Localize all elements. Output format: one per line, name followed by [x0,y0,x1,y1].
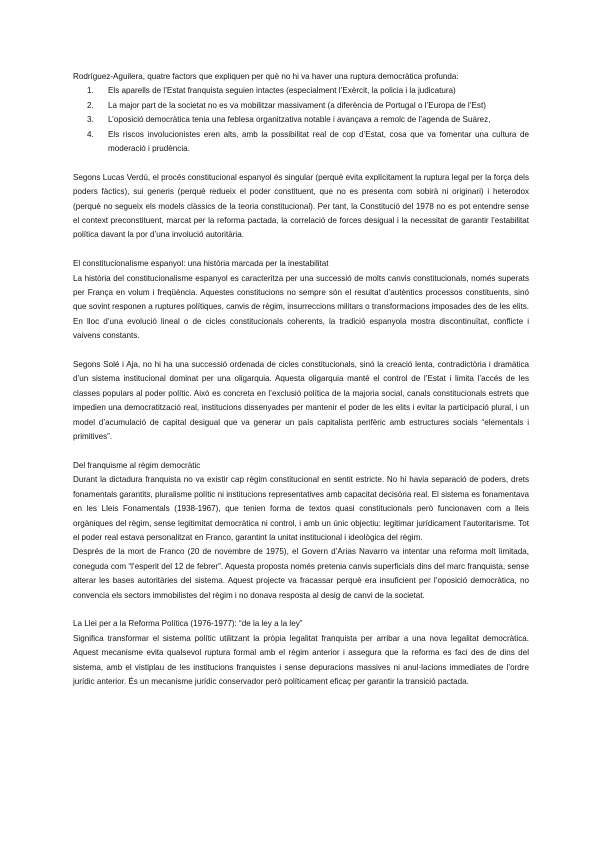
spacer [73,445,529,459]
spacer [73,156,529,170]
sole-aja-paragraph: Segons Solé i Aja, no hi ha una successió ordenada de cicles constitucionals, sinó la creació lenta, contradictòria i dramàtica d’un sistema institucional dominat per una oligarquia. Aquesta oligarquia manté el control de l’Estat i limita l’accés de les classes populars al poder polític. Això es concreta en l’exclusió política de la majoria social, canals constitucionals estrets que impedien una democratització real, institucions dissenyades per mantenir el poder de les elits i evitar la participació plural, i un model d’acumulació de capital desigual que va generar un país capitalista perifèric amb estructures socials “elementals i primitives”. [73,360,529,442]
factors-list [73,84,529,156]
spacer [73,243,529,257]
list-item [73,113,529,127]
llei-reforma-paragraph: Significa transformar el sistema polític utilitzant la pròpia legalitat franquista per arribar a una nova legalitat democràtica. Aquest mecanisme evita qualsevol ruptura formal amb el règim anterior i assegura que la reforma es faci des de dins del sistema, amb el vistiplau de les institucions franquistes i sense depuracions massives ni anul·lacions immediates de l’ordre jurídic anterior. És un mecanisme jurídic conservador però políticament eficaç per garantir la transició pactada. [73,633,529,686]
list-item-text: La major part de la societat no es va mobilitzar massivament (a diferència de Portugal o l’Europa de l’Est) [108,100,486,110]
document-page [73,70,529,689]
list-item-text: Els aparells de l’Estat franquista seguien intactes (especialment l’Exèrcit, la policia i la judicatura) [108,86,456,96]
list-number: 3. [87,115,94,125]
constitucionalisme-paragraph: La història del constitucionalisme espanyol es caracteritza per una successió de molts canvis constitucionals, només superats per França en volum i freqüència. Aquestes constitucions no sempre són el resultat d’autèntics processos constituents, sinó que sovint responen a ruptures polítiques, canvis de règim, insurreccions militars o transformacions imposades des de les elits. En lloc d’una evolució lineal o de cicles constitucionals coherents, la tradició espanyola mostra discontinuïtat, conflicte i vaivens constants. [73,273,529,341]
list-item [73,84,529,98]
section-heading-franquisme: Del franquisme al règim democràtic [73,460,201,470]
list-item [73,99,529,113]
list-item-text: Els riscos involucionistes eren alts, amb la possibilitat real de cop d’Estat, cosa que va fomentar una cultura de moderació i prudència. [108,129,529,154]
spacer [73,344,529,358]
franquisme-paragraph-2: Després de la mort de Franco (20 de novembre de 1975), el Govern d’Arias Navarro va intentar una reforma molt limitada, coneguda com “l’esperit del 12 de febrer”. Aquesta proposta només pretenia canvis superficials dins del marc franquista, sense alterar les bases autoritàries del sistema. Aquest projecte va fracassar perquè era insuficient per l’oposició democràtica, no convencia els sectors immobilistes del règim i no donava resposta al desig de canvi de la societat. [73,547,529,600]
section-heading-constitucionalisme: El constitucionalisme espanyol: una història marcada per la inestabilitat [73,259,329,269]
franquisme-paragraph-1: Durant la dictadura franquista no va existir cap règim constitucional en sentit estricte. No hi havia separació de poders, drets fonamentals garantits, pluralisme polític ni institucions representatives amb capacitat decisòria real. El sistema es fonamentava en les Lleis Fonamentals (1938-1967), que tenien forma de textos quasi constitucionals però funcionaven com a lleis orgàniques del règim, sense legitimitat democràtica ni control, i amb un únic objectiu: legitimar jurídicament l’autoritarisme. Tot el poder real estava personalitzat en Franco, garantint la unitat institucional i ideològica del règim. [73,475,529,542]
spacer [73,603,529,617]
verdu-paragraph: Segons Lucas Verdú, el procés constitucional espanyol és singular (perquè evita explícitament la ruptura legal per la força dels poders fàctics), sui generis (perquè redueix el poder constituent, que no es presenta com sobirà ni originari) i heterodox (perquè no segueix els models clàssics de la teoria constitucional). Per tant, la Constitució del 1978 no es pot entendre sense el context preconstituent, marcat per la reforma pactada, la correlació de forces desigual i la necessitat de garantir l’estabilitat política davant la por d’una involució autoritària. [73,172,529,240]
intro-paragraph: Rodríguez-Aguilera, quatre factors que expliquen per què no hi va haver una ruptura democràtica profunda: [73,72,459,81]
list-number: 4. [87,129,94,139]
list-number: 1. [87,86,94,96]
list-item [73,128,529,157]
list-item-text: L’oposició democràtica tenia una feblesa organitzativa notable i avançava a remolc de l’agenda de Suárez, [108,115,491,125]
section-heading-llei-reforma: La Llei per a la Reforma Política (1976-1977): “de la ley a la ley” [73,619,303,629]
list-number: 2. [87,100,94,110]
